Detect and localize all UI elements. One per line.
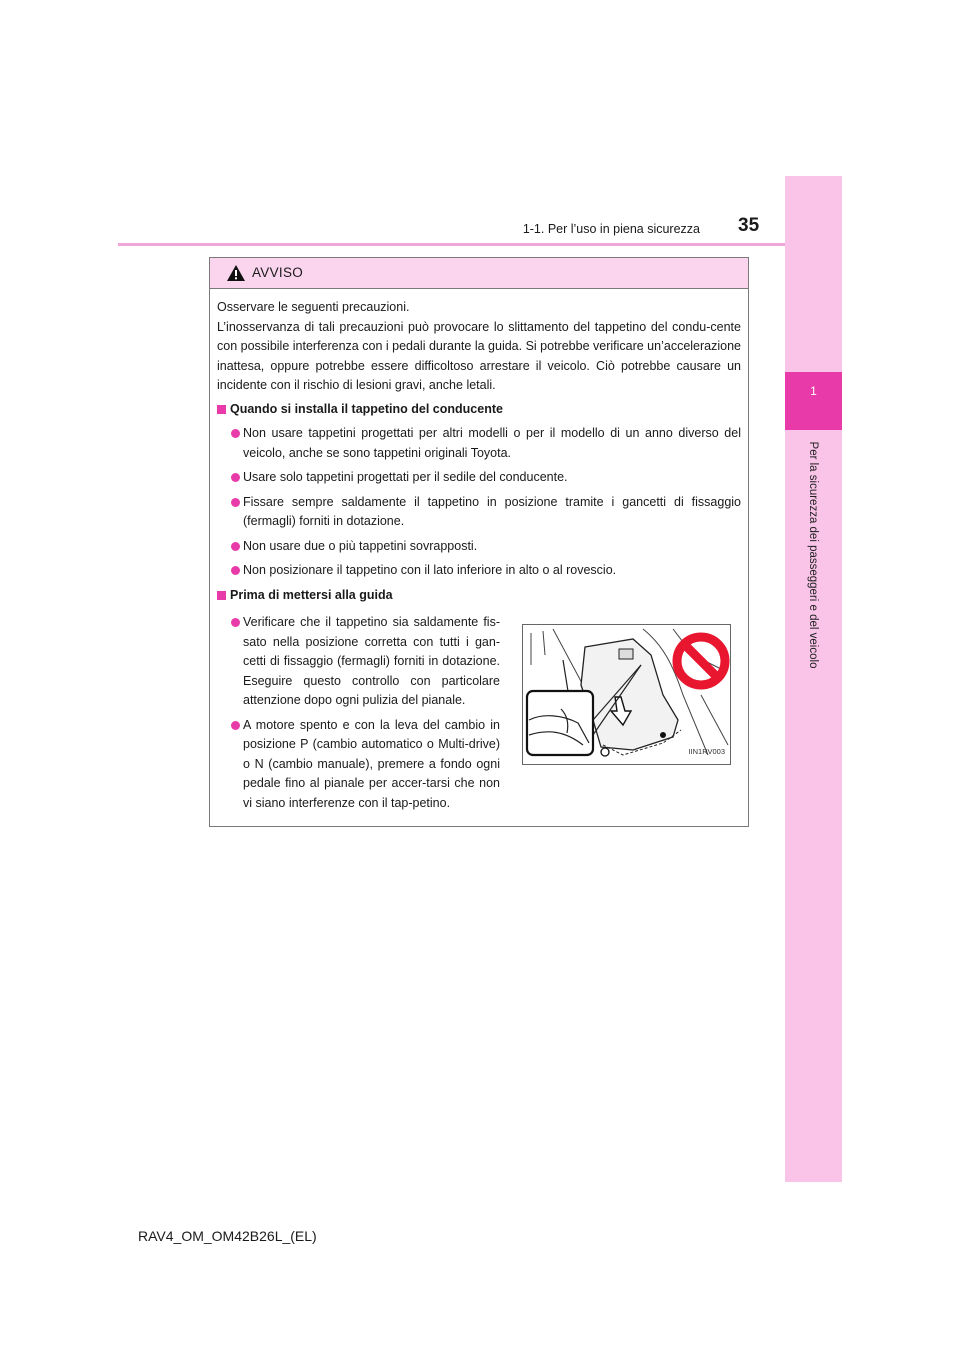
prohibition-icon <box>677 637 725 685</box>
chapter-tab[interactable] <box>785 372 842 430</box>
section-heading-installation: Quando si installa il tappetino del conducente <box>217 400 741 420</box>
before-driving-text <box>210 613 507 813</box>
circle-bullet-icon <box>231 566 240 575</box>
list-item: Non usare tappetini progettati per altri modelli o per il modello di un anno diverso del veicolo, anche se sono tappetini originali Toyota. <box>217 424 741 463</box>
square-bullet-icon <box>217 591 226 600</box>
warning-box <box>209 257 749 827</box>
floor-mat-illustration <box>522 624 731 765</box>
warning-triangle-icon <box>226 264 246 282</box>
warning-header <box>210 258 748 289</box>
page-number: 35 <box>738 215 760 236</box>
chapter-title: Per la sicurezza dei passeggeri e del veicolo <box>807 441 819 669</box>
figure-code: IIN1RV003 <box>688 746 725 756</box>
list-item: Non usare due o più tappetini sovrapposti. <box>217 537 741 557</box>
circle-bullet-icon <box>231 721 240 730</box>
document-code: RAV4_OM_OM42B26L_(EL) <box>138 1228 317 1244</box>
circle-bullet-icon <box>231 618 240 627</box>
side-strip <box>785 176 842 1182</box>
circle-bullet-icon <box>231 498 240 507</box>
chapter-number: 1 <box>810 384 817 398</box>
warning-intro: Osservare le seguenti precauzioni. L’inosservanza di tali precauzioni può provocare lo slittamento del tappetino del condu-cente con possibile interferenza con i pedali durante la guida. Si potrebbe verificare un’accelerazione inattesa, oppure potrebbe essere difficoltoso arrestare il veicolo. Ciò potrebbe causare un incidente con il rischio di lesioni gravi, anche letali. <box>217 300 741 392</box>
square-bullet-icon <box>217 405 226 414</box>
before-driving-block <box>210 613 748 813</box>
list-item: A motore spento e con la leva del cambio in posizione P (cambio automatico o Multi-drive) o N (cambio manuale), premere a fondo ogni pedale fino al pianale per accer-tarsi che non vi siano interferenze con il tap-petino. <box>217 716 500 814</box>
section-heading-before-driving: Prima di mettersi alla guida <box>217 586 741 606</box>
circle-bullet-icon <box>231 429 240 438</box>
list-item: Non posizionare il tappetino con il lato inferiore in alto o al rovescio. <box>217 561 741 581</box>
list-item: Fissare sempre saldamente il tappetino in posizione tramite i gancetti di fissaggio (fermagli) forniti in dotazione. <box>217 493 741 532</box>
list-item: Usare solo tappetini progettati per il sedile del conducente. <box>217 468 741 488</box>
circle-bullet-icon <box>231 542 240 551</box>
warning-content <box>210 298 748 813</box>
list-item: Verificare che il tappetino sia saldamente fis-sato nella posizione corretta con tutti i gan-cetti di fissaggio (fermagli) forniti in dotazione. Eseguire questo controllo con particolare attenzione dopo ogni pulizia del pianale. <box>217 613 500 711</box>
warning-title: AVVISO <box>252 265 304 280</box>
circle-bullet-icon <box>231 473 240 482</box>
header-divider <box>118 243 785 246</box>
section-title: 1-1. Per l’uso in piena sicurezza <box>522 222 700 236</box>
